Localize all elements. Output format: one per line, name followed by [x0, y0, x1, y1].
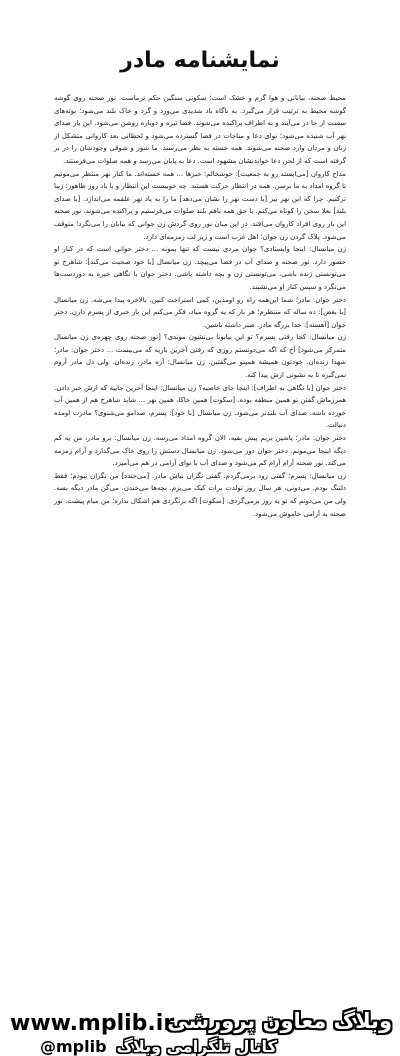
site-url-link[interactable]: www.mplib.ir — [10, 1011, 175, 1036]
paragraph: زن میانسال: کجا رفتی پسرم؟ تو این بیابونا بی‌نشون موندی؟ [نور صحنه روی چهره‌ی زن میانسال متمرکز می‌شود] آخ که اگه می‌دونستم روزی که رفتی آخرین باریه که می‌بینمت ... دختر جوان: مادر؛ شهدا زنده‌ان. خودتون همیشه همینو می‌گفتین. زن میانسال: آره مادر، زنده‌ان. ولی دل مادر آروم نمی‌گیره تا یه نشونی ازش پیدا کنه. — [54, 333, 346, 380]
blog-name-label: وبلاگ معاون پرورشی — [167, 1009, 392, 1033]
footer-watermark — [0, 500, 400, 1056]
paragraph: زن میانسال: اینجا وایستادی؟ جوان مردی نیست که تنها بمونه ... دختر جوانی است که در کنار او حضور دارد. نور صحنه و صدای آب در فضا می‌پیچد. زن میانسال [با خود صحبت می‌کند]: شاهرخ تو می‌تونستی زنده باشی، می‌تونستی زن و بچه داشته باشی. دختر جوان با نگاهی خیره به دوردست‌ها می‌نگرد و سپس کنار او می‌نشیند. — [54, 245, 346, 291]
document-title: نمایشنامه مادر — [120, 48, 280, 73]
paragraph: زن میانسال: پسرم؛ گفتی زود برمی‌گردم. گفتی نگران نباش مادر. [می‌خندد] من نگران نبودم؛ فقط دلتنگ بودم. می‌دونی، هر سال روز تولدت برات کیک می‌پزم. بچه‌ها می‌خندن، می‌گن مادر دیگه بسه. ولی من می‌دونم که تو یه روز برمی‌گردی. [سکوت] اگه برنگردی هم اشکال نداره؛ من میام پیشت. نور صحنه به آرامی خاموش می‌شود. — [54, 471, 346, 518]
telegram-handle-link[interactable]: @mplib — [40, 1037, 107, 1056]
paragraph: مداح کاروان [می‌ایستد رو به جمعیت]: خوشحالم؛ خبرها ... همه خسته‌اند. ما کنار نهر منتظر می‌مونیم تا گروه امداد به ما برسن. همه در انتظار حرکت هستند. چه خوبیست این انتظار و با یاد روز ظاهور؛ زیبا ترکنیم. چرا که این نهر نیز [با دست نهر را نشان می‌دهد] ما را به یاد نهر علقمه می‌اندازد. [با صدای بلند] نعلا سخن را کوتاه می‌کنم. با حق همه باهم بلند صلوات می‌فرستیم و پراکنده می‌شوند. نور صحنه این بار روی افراد کاروان می‌افتد. در این میان نور روی گردش زن جوانی که بیابان را می‌نگرد؛ متوقف می‌شود. پلاک گردن زن جوان؛ اهل غرب است و زیر لب زمزمه‌ای دارد. — [54, 169, 346, 241]
telegram-channel-label: کانال تلگرامی وبلاگ — [116, 1037, 277, 1056]
telegram-channel-line — [40, 1037, 277, 1056]
paragraph: دختر جوان [با نگاهی به اطراف]: اینجا جای خاصیه؟ زن میانسال: اینجا آخرین جاییه که ازش خبر دادن. همرزماش گفتن تو همین منطقه بوده. [سکوت] همین خاکا، همین نهر ... شاید شاهرخ هم از همین آب خورده باشه. صدای آب بلندتر می‌شود. زن میانسال [با خود]: پسرم، صدامو می‌شنوی؟ مادرت اومده دنبالت. — [54, 383, 346, 430]
paragraph: دختر جوان: مادر؛ پاشین بریم پیش بقیه، الان گروه امداد می‌رسه. زن میانسال: برو مادر، من یه کم دیگه اینجا می‌مونم. دختر جوان دور می‌شود. زن میانسال دستش را روی خاک می‌گذارد و آرام زمزمه می‌کند. نور صحنه آرام آرام کم می‌شود و صدای آب با نوای آرامی در هم می‌آمیزد. — [54, 434, 346, 468]
document-body — [54, 92, 346, 518]
paragraph: دختر جوان: مادر؛ شما این‌همه راه رو اومدین، کمی استراحت کنین. بالاخره پیدا می‌شه. زن میانسال [با بغض]: ده ساله که منتظرم؛ هر بار که یه گروه میاد، فکر می‌کنم این بار خبری از پسرم دارن. دختر جوان [آهسته]: خدا بزرگه مادر. صبر داشته باشین. — [54, 295, 346, 329]
paragraph: محیط صحنه، بیابانی و هوا گرم و خشک است؛ سکوتی سنگین حکم ترماست. نور صحنه روی گوشه گوشه محیط به ترتیب قرار می‌گیرد. به ناگاه باد شدیدی می‌وزد و گرد و خاک بلند می‌شود؛ بوته‌های سست از جا در می‌آیند و به اطراف پراکنده می‌شوند. فضا تیره و دوباره روشن می‌شود. این بار صدای نهر آب شنیده می‌شود؛ نوای دعا و مناجات در فضا گسترده می‌شود و لحظاتی بعد کاروانی متشکل از زنان و مردان وارد صحنه می‌شوند. همه خسته به نظر می‌رسند. ما شور و شوقی وجودشان را در بر گرفته است که از لحن دعا خواندنشان مشهود است. دعا به پایان می‌رسد و همه صلوات می‌فرستند. — [54, 94, 346, 165]
